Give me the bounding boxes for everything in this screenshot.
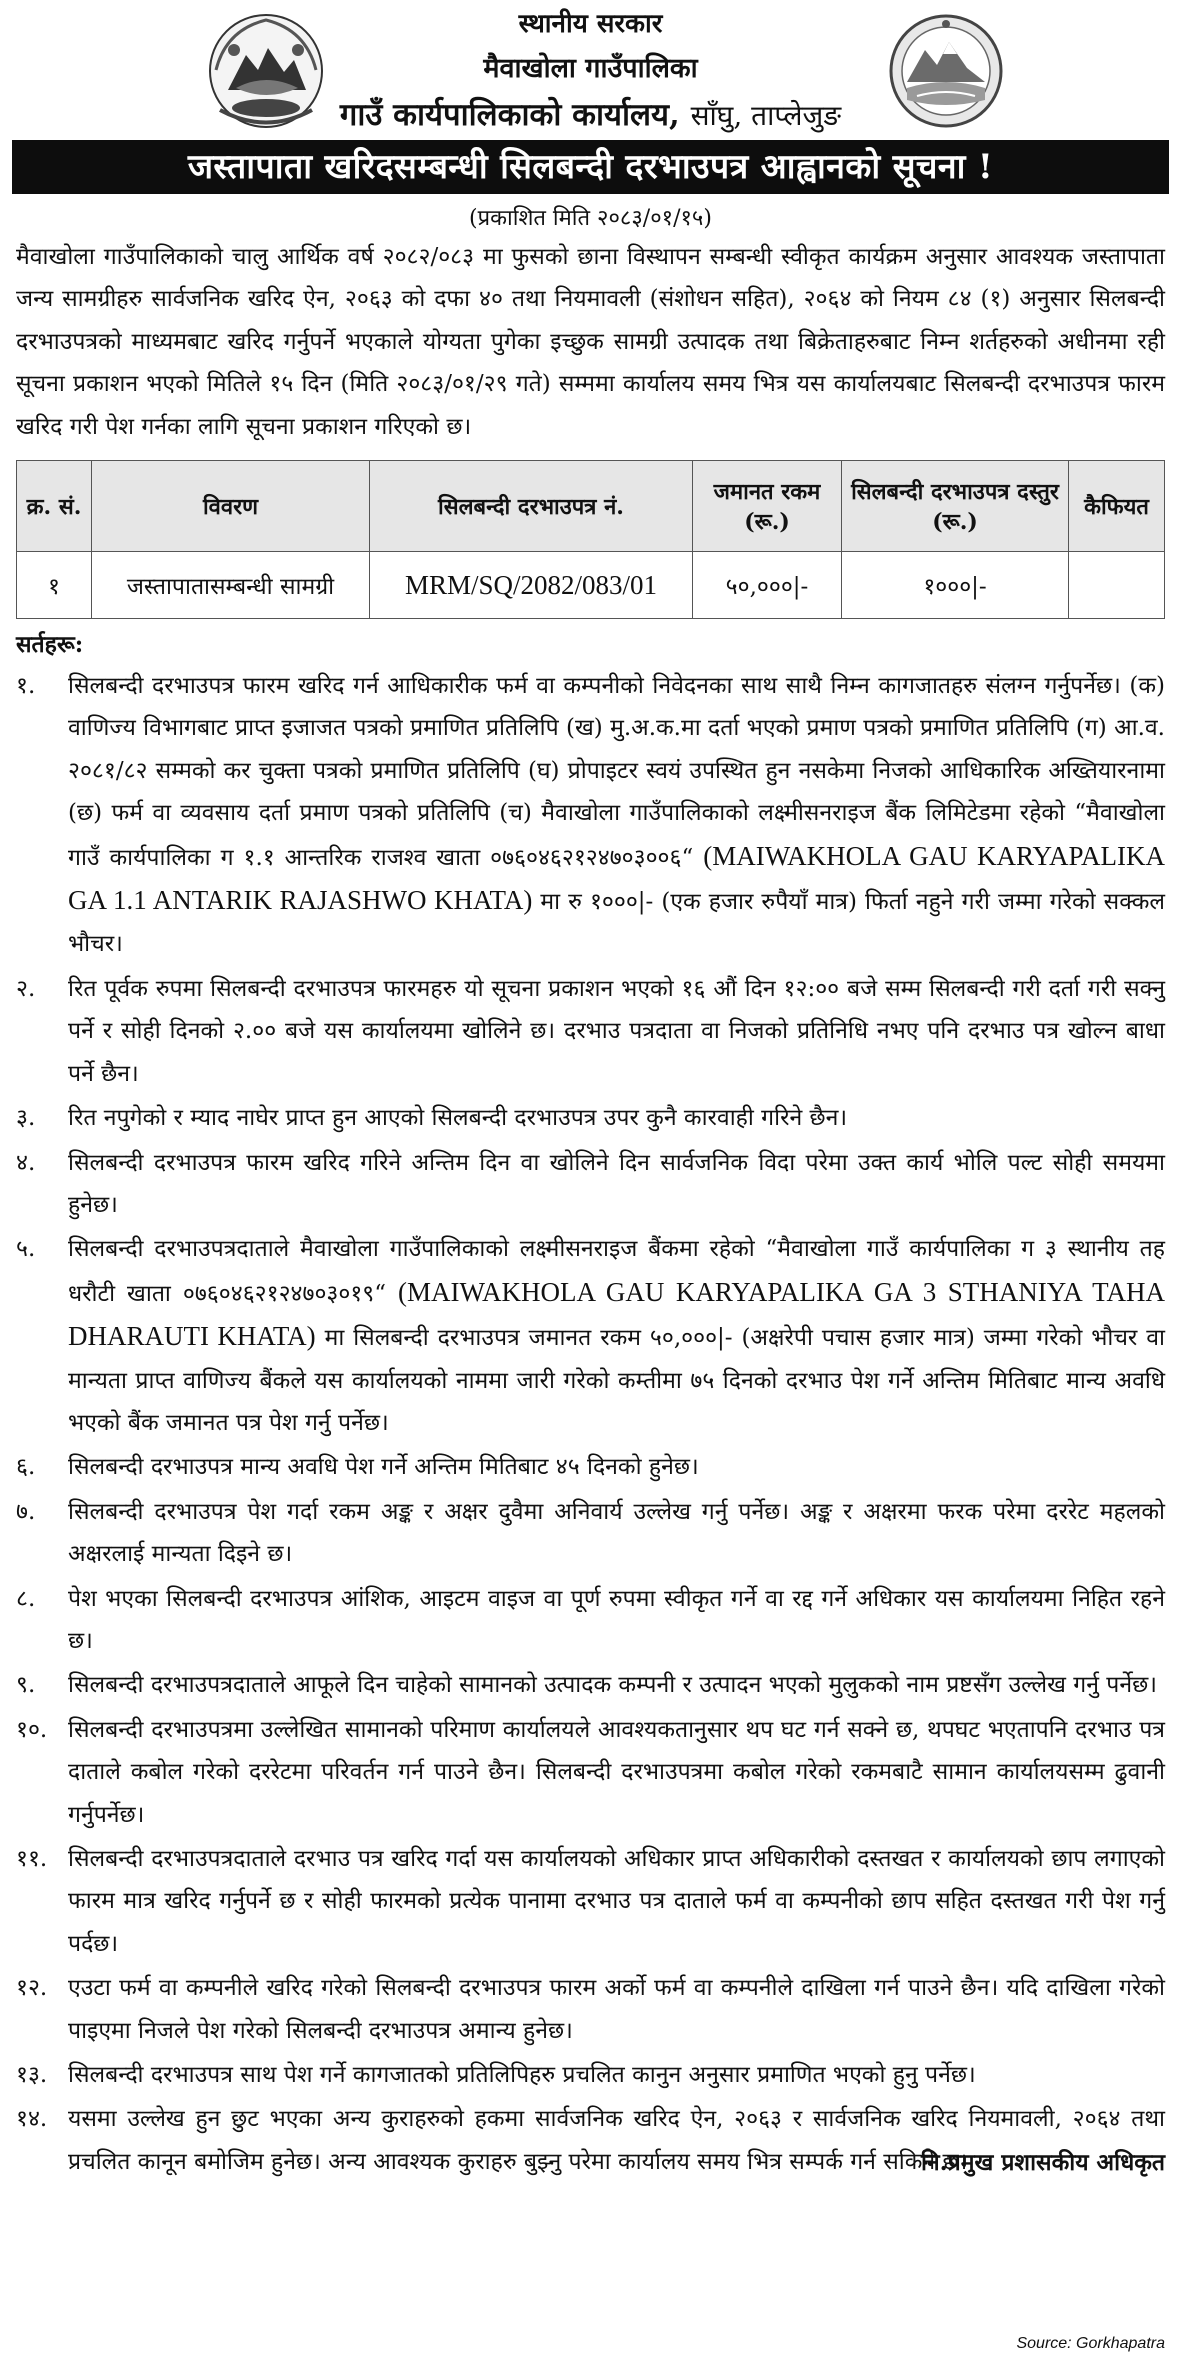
cell-quotation-number: MRM/SQ/2082/083/01 (370, 552, 693, 619)
list-item (16, 1664, 1165, 1706)
notice-title-banner: जस्तापाता खरिदसम्बन्धी सिलबन्दी दरभाउपत्र आह्वानको सूचना ! (12, 140, 1169, 194)
condition-number: १३. (16, 2062, 48, 2089)
condition-text: यसमा उल्लेख हुन छुट भएका अन्य कुराहरुको हकमा सार्वजनिक खरिद ऐन, २०६३ र सार्वजनिक खरिद नियमावली, २०६४ तथा प्रचलित कानून बमोजिम हुनेछ। अन्य आवश्यक कुराहरु बुझ्नु परेमा कार्यालय समय भित्र सम्पर्क गर्न सकिने छ। (68, 2106, 1165, 2175)
list-item (16, 1142, 1165, 1227)
cell-quotation-fee: १०००|- (842, 552, 1069, 619)
col-guarantee-amount: जमानत रकम (रू.) (693, 461, 842, 552)
list-item (16, 968, 1165, 1095)
condition-text: सिलबन्दी दरभाउपत्रमा उल्लेखित सामानको परिमाण कार्यालयले आवश्यकतानुसार थप घट गर्न सक्ने छ, थपघट भएतापनि दरभाउ पत्र दाताले कबोल गरेको दररेटमा परिवर्तन गर्न पाउने छैन। सिलबन्दी दरभाउपत्रमा कबोल गरेको रकमबाटै सामान कार्यालयसम्म ढुवानी गर्नुपर्नेछ। (68, 1716, 1165, 1828)
condition-number: ५. (16, 1236, 36, 1263)
condition-number: ११. (16, 1846, 48, 1872)
condition-number: ७. (16, 1498, 36, 1525)
condition-text: सिलबन्दी दरभाउपत्र पेश गर्दा रकम अङ्क र अक्षर दुवैमा अनिवार्य उल्लेख गर्नु पर्नेछ। अङ्क र अक्षरमा फरक परेमा दररेट महलको अक्षरलाई मान्यता दिइने छ। (68, 1498, 1165, 1568)
nepal-emblem-icon (206, 10, 326, 132)
list-item (16, 1228, 1165, 1444)
condition-text: रित पूर्वक रुपमा सिलबन्दी दरभाउपत्र फारमहरु यो सूचना प्रकाशन भएको १६ औं दिन १२:०० बजे सम्म सिलबन्दी गरी दर्ता गरी सक्नु पर्ने र सोही दिनको २.०० बजे यस कार्यालयमा खोलिने छ। दरभाउ पत्रदाता वा निजको प्रतिनिधि नभए पनि दरभाउ पत्र खोल्न बाधा पर्ने छैन। (68, 975, 1165, 1087)
condition-text: सिलबन्दी दरभाउपत्रदाताले आफूले दिन चाहेको सामानको उत्पादक कम्पनी र उत्पादन भएको मुलुकको नाम प्रष्टसँग उल्लेख गर्नु पर्नेछ। (68, 1672, 1157, 1699)
list-item (16, 665, 1165, 966)
intro-paragraph: मैवाखोला गाउँपालिकाको चालु आर्थिक वर्ष २०८२/०८३ मा फुसको छाना विस्थापन सम्बन्धी स्वीकृत कार्यक्रम अनुसार आवश्यक जस्तापाता जन्य सामग्रीहरु सार्वजनिक खरिद ऐन, २०६३ को दफा ४० तथा नियमावली (संशोधन सहित), २०६४ को नियम ८४ (१) अनुसार सिलबन्दी दरभाउपत्रको माध्यमबाट खरिद गर्नुपर्ने भएकाले योग्यता पुगेका इच्छुक सामग्री उत्पादक तथा बिक्रेताहरुबाट निम्न शर्तहरुको अधीनमा रही सूचना प्रकाशन भएको मितिले १५ दिन (मिति २०८३/०१/२९ गते) सम्ममा कार्यालय समय भित्र यस कार्यालयबाट सिलबन्दी दरभाउपत्र फारम खरिद गरी पेश गर्नका लागि सूचना प्रकाशन गरिएको छ। (16, 244, 1165, 440)
condition-text: पेश भएका सिलबन्दी दरभाउपत्र आंशिक, आइटम वाइज वा पूर्ण रुपमा स्वीकृत गर्ने वा रद्द गर्ने अधिकार यस कार्यालयमा निहित रहने छ। (68, 1585, 1165, 1654)
municipality-logo-icon (887, 10, 1005, 132)
condition-text: सिलबन्दी दरभाउपत्र मान्य अवधि पेश गर्ने अन्तिम मितिबाट ४५ दिनको हुनेछ। (68, 1454, 699, 1481)
list-item (16, 1446, 1165, 1488)
condition-text: रित नपुगेको र म्याद नाघेर प्राप्त हुन आएको सिलबन्दी दरभाउपत्र उपर कुनै कारवाही गरिने छैन। (68, 1105, 848, 1132)
office-name: गाउँ कार्यपालिकाको कार्यालय, (339, 97, 680, 133)
list-item (16, 1578, 1165, 1663)
cell-remarks (1069, 552, 1165, 619)
condition-account-latin: (MAIWAKHOLA GAU KARYAPALIKA GA 3 STHANIYA TAHA DHARAUTI KHATA) (68, 1276, 1166, 1352)
table-header-row (17, 461, 1165, 552)
condition-text: एउटा फर्म वा कम्पनीले खरिद गरेको सिलबन्दी दरभाउपत्र फारम अर्को फर्म वा कम्पनीले दाखिला गर्न पाउने छैन। यदि दाखिला गरेको पाइएमा निजले पेश गरेको सिलबन्दी दरभाउपत्र अमान्य हुनेछ। (68, 1975, 1165, 2044)
list-item (16, 1709, 1165, 1836)
condition-text: सिलबन्दी दरभाउपत्र साथ पेश गर्ने कागजातको प्रतिलिपिहरु प्रचलित कानुन अनुसार प्रमाणित भएको हुनु पर्नेछ। (68, 2062, 976, 2089)
list-item (16, 2054, 1165, 2096)
condition-number: १२. (16, 1975, 48, 2002)
list-item (16, 2098, 1165, 2183)
header-line-municipality: मैवाखोला गाउँपालिका (483, 53, 698, 84)
col-quotation-number: सिलबन्दी दरभाउपत्र नं. (370, 461, 693, 552)
office-location: साँघु, ताप्लेजुङ (690, 99, 842, 132)
condition-number: ६. (16, 1454, 36, 1481)
condition-text: सिलबन्दी दरभाउपत्रदाताले मैवाखोला गाउँपालिकाको लक्ष्मीसनराइज बैंकमा रहेको “मैवाखोला गाउँ कार्यपालिका ग ३ स्थानीय तह धरौटी खाता ०७६०४६२१२४७०३०१९“ (68, 1236, 1165, 1307)
table-row (17, 552, 1165, 619)
condition-number: १. (16, 673, 36, 700)
notice-header (16, 0, 1165, 140)
col-serial: क्र. सं. (17, 461, 92, 552)
tender-table (16, 460, 1165, 619)
col-quotation-fee: सिलबन्दी दरभाउपत्र दस्तुर (रू.) (842, 461, 1069, 552)
cell-guarantee-amount: ५०,०००|- (693, 552, 842, 619)
col-description: विवरण (92, 461, 370, 552)
condition-number: ४. (16, 1149, 36, 1176)
list-item (16, 1491, 1165, 1576)
header-line-local-government: स्थानीय सरकार (518, 9, 663, 39)
cell-serial: १ (17, 552, 92, 619)
condition-text-tail: मा रु १०००|- (एक हजार रुपैयाँ मात्र) फिर्ता नहुने गरी जम्मा गरेको सक्कल भौचर। (68, 889, 1166, 958)
condition-number: १४. (16, 2106, 48, 2133)
list-item (16, 1838, 1165, 1965)
condition-number: २. (16, 975, 36, 1002)
col-remarks: कैफियत (1069, 461, 1165, 552)
list-item (16, 1097, 1165, 1139)
list-item (16, 1967, 1165, 2052)
published-date: (प्रकाशित मिति २०८३/०१/१५) (469, 206, 712, 231)
condition-text: सिलबन्दी दरभाउपत्रदाताले दरभाउ पत्र खरिद गर्दा यस कार्यालयको अधिकार प्राप्त अधिकारीको दस्तखत र कार्यालयको छाप लगाएको फारम मात्र खरिद गर्नुपर्ने छ र सोही फारमको प्रत्येक पानामा दरभाउ पत्र दाताले फर्म वा कम्पनीको छाप सहित दस्तखत गरी पेश गर्नु पर्दछ। (68, 1846, 1166, 1957)
signature-designation: नि.प्रमुख प्रशासकीय अधिकृत (920, 2149, 1165, 2177)
source-credit: Source: Gorkhapatra (1016, 2335, 1165, 2352)
condition-number: ३. (16, 1105, 36, 1132)
cell-description: जस्तापातासम्बन्धी सामग्री (92, 552, 370, 619)
conditions-list (16, 665, 1165, 2183)
condition-number: १०. (16, 1716, 48, 1743)
condition-text-tail: मा सिलबन्दी दरभाउपत्र जमानत रकम ५०,०००|- (अक्षरेपी पचास हजार मात्र) जम्मा गरेको भौचर वा मान्यता प्राप्त वाणिज्य बैंकले यस कार्यालयको नाममा जारी गरेको कम्तीमा ७५ दिनको दरभाउ पेश गर्ने अन्तिम मितिबाट मान्य अवधि भएको बैंक जमानत पत्र पेश गर्नु पर्नेछ। (68, 1325, 1165, 1436)
condition-text: सिलबन्दी दरभाउपत्र फारम खरिद गरिने अन्तिम दिन वा खोलिने दिन सार्वजनिक विदा परेमा उक्त कार्य भोलि पल्ट सोही समयमा हुनेछ। (68, 1149, 1165, 1218)
condition-number: ९. (16, 1672, 36, 1699)
condition-text: सिलबन्दी दरभाउपत्र फारम खरिद गर्न आधिकारीक फर्म वा कम्पनीको निवेदनका साथ साथै निम्न कागजातहरु संलग्न गर्नुपर्नेछ। (क) वाणिज्य विभागबाट प्राप्त इजाजत पत्रको प्रमाणित प्रतिलिपि (ख) मु.अ.क.मा दर्ता भएको प्रमाण पत्रको प्रमाणित प्रतिलिपि (ग) आ.व. २०८१/८२ सम्मको कर चुक्ता पत्रको प्रमाणित प्रतिलिपि (घ) प्रोपाइटर स्वयं उपस्थित हुन नसकेमा निजको आधिकारिक अख्तियारनामा (छ) फर्म वा व्यवसाय दर्ता प्रमाण पत्रको प्रतिलिपि (च) मैवाखोला गाउँपालिकाको लक्ष्मीसनराइज बैंक लिमिटेडमा रहेको “मैवाखोला गाउँ कार्यपालिका ग १.१ आन्तरिक राजश्व खाता ०७६०४६२१२४७०३००६“ (68, 673, 1165, 871)
condition-account-latin: (MAIWAKHOLA GAU KARYAPALIKA GA 1.1 ANTARIK RAJASHWO KHATA) (68, 840, 1166, 916)
conditions-title: सर्तहरू: (16, 631, 84, 659)
condition-number: ८. (16, 1585, 36, 1612)
